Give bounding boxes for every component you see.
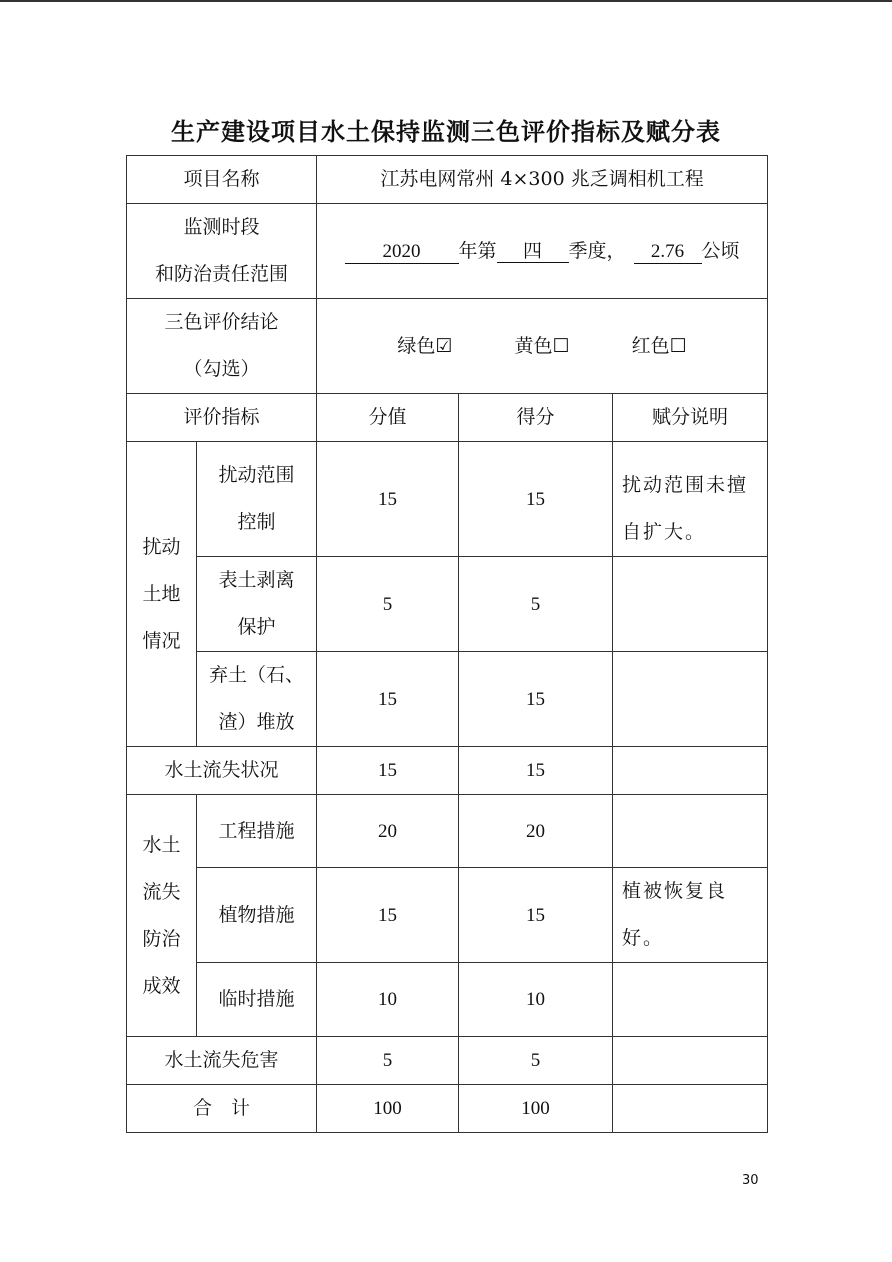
top-border-line (0, 0, 892, 2)
row-name (197, 442, 317, 557)
group1-label-line: 情况 (142, 629, 181, 652)
group2-label-line: 水土 (142, 833, 181, 856)
table-row (127, 868, 768, 963)
conclusion-label-line2: （勾选） (183, 358, 260, 380)
row-name: 植物措施 (197, 868, 317, 963)
page-number: 30 (742, 1173, 759, 1188)
row-got: 5 (459, 1037, 613, 1085)
period-quarter: 四 (497, 240, 569, 263)
project-value: 江苏电网常州 4×300 兆乏调相机工程 (317, 156, 768, 204)
period-label-line1: 监测时段 (183, 216, 260, 238)
row-note (613, 963, 768, 1037)
period-value (317, 204, 768, 299)
row-got: 15 (459, 868, 613, 963)
option-red-checkbox[interactable]: 红色☐ (631, 334, 687, 357)
row-score: 5 (317, 1037, 459, 1085)
group1-label-line: 土地 (142, 582, 181, 605)
row-got: 20 (459, 795, 613, 868)
row-note (613, 747, 768, 795)
row-note: 植被恢复良好。 (613, 868, 768, 963)
table-row-total (127, 1085, 768, 1133)
row-note (613, 1037, 768, 1085)
row-note (613, 1085, 768, 1133)
period-area: 2.76 (634, 241, 702, 264)
row-name (197, 652, 317, 747)
row-headers (127, 394, 768, 442)
row-got: 15 (459, 747, 613, 795)
row-project (127, 156, 768, 204)
row-got: 10 (459, 963, 613, 1037)
row-score: 5 (317, 557, 459, 652)
table-row (127, 963, 768, 1037)
conclusion-label (127, 299, 317, 394)
row-note (613, 557, 768, 652)
group2-label-line: 流失 (142, 880, 181, 903)
evaluation-table (126, 155, 768, 1133)
period-year: 2020 (345, 241, 459, 264)
row-score: 15 (317, 747, 459, 795)
page-title: 生产建设项目水土保持监测三色评价指标及赋分表 (171, 118, 721, 146)
row-got: 5 (459, 557, 613, 652)
row-got: 100 (459, 1085, 613, 1133)
row-name: 水土流失危害 (127, 1037, 317, 1085)
header-got: 得分 (459, 394, 613, 442)
row-got: 15 (459, 442, 613, 557)
row-name-line: 弃土（石、 (209, 664, 305, 686)
group2-label (127, 795, 197, 1037)
row-name: 临时措施 (197, 963, 317, 1037)
table-row (127, 795, 768, 868)
row-name-line: 控制 (237, 511, 276, 533)
table-row (127, 652, 768, 747)
table-row (127, 1037, 768, 1085)
row-period (127, 204, 768, 299)
row-score: 100 (317, 1085, 459, 1133)
row-name: 合 计 (127, 1085, 317, 1133)
group1-label-line: 扰动 (142, 535, 181, 558)
conclusion-options (317, 299, 768, 394)
row-name-line: 扰动范围 (218, 464, 295, 486)
row-conclusion (127, 299, 768, 394)
row-score: 10 (317, 963, 459, 1037)
header-score: 分值 (317, 394, 459, 442)
period-year-suffix: 年第 (458, 239, 497, 262)
group2-label-line: 防治 (142, 927, 181, 950)
group2-label-line: 成效 (142, 974, 181, 997)
row-note (613, 795, 768, 868)
row-score: 15 (317, 442, 459, 557)
period-label (127, 204, 317, 299)
header-indicator: 评价指标 (127, 394, 317, 442)
table-row (127, 747, 768, 795)
period-area-unit: 公顷 (701, 239, 740, 262)
conclusion-label-line1: 三色评价结论 (164, 311, 279, 333)
row-name: 工程措施 (197, 795, 317, 868)
row-score: 15 (317, 652, 459, 747)
option-green-checkbox[interactable]: 绿色☑ (397, 334, 453, 357)
row-name-line: 保护 (237, 616, 276, 638)
row-name-line: 表土剥离 (218, 569, 295, 591)
table-row (127, 442, 768, 557)
row-name (197, 557, 317, 652)
project-label: 项目名称 (127, 156, 317, 204)
period-label-line2: 和防治责任范围 (155, 263, 289, 285)
header-note: 赋分说明 (613, 394, 768, 442)
row-note (613, 652, 768, 747)
row-score: 20 (317, 795, 459, 868)
row-name-line: 渣）堆放 (218, 711, 295, 733)
row-name: 水土流失状况 (127, 747, 317, 795)
table-row (127, 557, 768, 652)
group1-label (127, 442, 197, 747)
period-quarter-suffix: 季度， (568, 239, 626, 262)
row-got: 15 (459, 652, 613, 747)
option-yellow-checkbox[interactable]: 黄色☐ (514, 334, 570, 357)
row-note: 扰动范围未擅自扩大。 (613, 442, 768, 557)
row-score: 15 (317, 868, 459, 963)
